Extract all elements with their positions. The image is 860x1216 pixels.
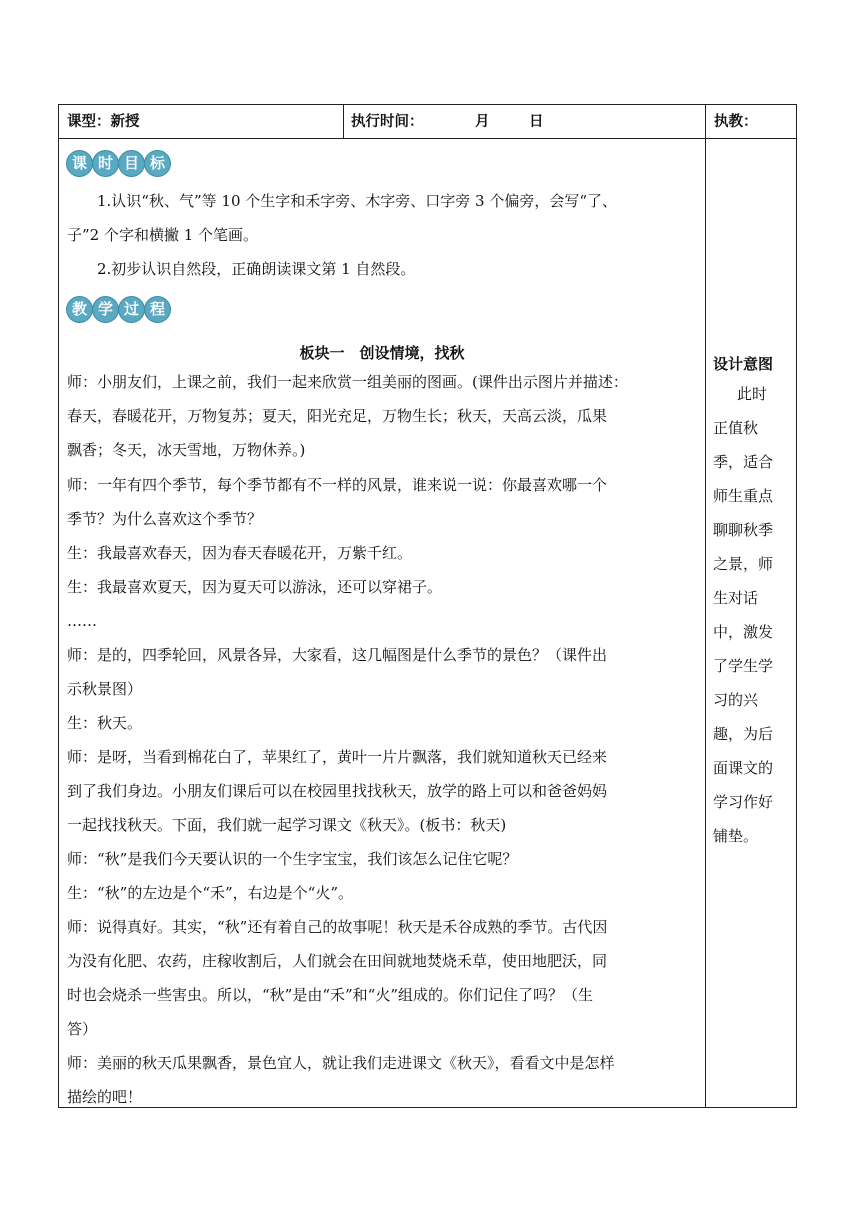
design-intent-line: 之景，师 <box>713 555 774 573</box>
process-line: 师：说得真好。其实，“秋”还有着自己的故事呢！秋天是禾谷成熟的季节。古代因 <box>67 918 608 936</box>
process-line: 示秋景图） <box>67 680 143 698</box>
objective-line: 子”2 个字和横撇 1 个笔画。 <box>67 226 259 244</box>
design-intent-line: 学习作好 <box>713 793 774 811</box>
process-line: 季节？为什么喜欢这个季节？ <box>67 510 263 528</box>
design-intent-line: 师生重点 <box>713 487 774 505</box>
process-line: 生：我最喜欢春天，因为春天春暖花开，万紫千红。 <box>67 544 413 562</box>
design-intent-line: 季，适合 <box>713 453 774 471</box>
process-badge: 教 学 过 程 <box>67 297 170 322</box>
design-intent-column <box>705 139 798 1107</box>
process-line: 为没有化肥、农药，庄稼收割后，人们就会在田间就地焚烧禾草，使田地肥沃，同 <box>67 952 608 970</box>
objective-line: 1.认识“秋、气”等 10 个生字和禾字旁、木字旁、口字旁 3 个偏旁，会写“了、 <box>97 192 618 210</box>
objective-line: 2.初步认识自然段，正确朗读课文第 1 自然段。 <box>97 260 416 278</box>
process-line: 师：是的，四季轮回，风景各异，大家看，这几幅图是什么季节的景色？（课件出 <box>67 646 608 664</box>
process-line: 到了我们身边。小朋友们课后可以在校园里找找秋天，放学的路上可以和爸爸妈妈 <box>67 782 608 800</box>
design-intent-line: 正值秋 <box>713 419 759 437</box>
process-line: 一起找找秋天。下面，我们就一起学习课文《秋天》。(板书：秋天) <box>67 816 507 834</box>
design-intent-line: 趣，为后 <box>713 725 774 743</box>
process-line: 飘香；冬天，冰天雪地，万物休养。) <box>67 441 306 459</box>
design-intent-title: 设计意图 <box>713 355 774 373</box>
process-line: 答） <box>67 1020 98 1038</box>
teacher-label: 执教： <box>714 114 758 130</box>
day-label: 日 <box>529 114 544 130</box>
design-intent-line: 面课文的 <box>713 759 774 777</box>
design-intent-line: 生对话 <box>713 589 759 607</box>
execution-time-label: 执行时间： <box>351 114 424 130</box>
process-line: 师：“秋”是我们今天要认识的一个生字宝宝，我们该怎么记住它呢？ <box>67 850 518 868</box>
lesson-plan-table <box>58 104 797 1108</box>
process-line: 师：小朋友们，上课之前，我们一起来欣赏一组美丽的图画。(课件出示图片并描述： <box>67 373 628 391</box>
process-line: 师：是呀，当看到棉花白了，苹果红了，黄叶一片片飘落，我们就知道秋天已经来 <box>67 748 608 766</box>
main-content <box>59 139 705 1107</box>
process-line: 春天，春暖花开，万物复苏；夏天，阳光充足，万物生长；秋天，天高云淡，瓜果 <box>67 407 608 425</box>
header-divider <box>343 105 344 139</box>
process-line: 生：“秋”的左边是个“禾”，右边是个“火”。 <box>67 884 354 902</box>
design-intent-line: 聊聊秋季 <box>713 521 774 539</box>
lesson-type-label: 课型：新授 <box>67 114 140 130</box>
process-line: 描绘的吧！ <box>67 1088 143 1106</box>
process-line: 生：秋天。 <box>67 714 143 732</box>
process-line: 时也会烧杀一些害虫。所以，“秋”是由“禾”和“火”组成的。你们记住了吗？（生 <box>67 986 594 1004</box>
process-line: 生：我最喜欢夏天，因为夏天可以游泳，还可以穿裙子。 <box>67 578 443 596</box>
objectives-badge: 课 时 目 标 <box>67 151 170 176</box>
header-row <box>59 105 796 139</box>
process-line: 师：一年有四个季节，每个季节都有不一样的风景，谁来说一说：你最喜欢哪一个 <box>67 476 608 494</box>
header-divider <box>705 105 706 139</box>
process-line: …… <box>67 612 97 630</box>
month-label: 月 <box>475 114 490 130</box>
design-intent-line: 此时 <box>737 385 768 403</box>
design-intent-line: 了学生学 <box>713 657 774 675</box>
design-intent-line: 铺垫。 <box>713 827 759 845</box>
process-line: 师：美丽的秋天瓜果飘香，景色宜人，就让我们走进课文《秋天》，看看文中是怎样 <box>67 1054 615 1072</box>
section-title: 板块一 创设情境，找秋 <box>299 344 465 362</box>
design-intent-line: 中，激发 <box>713 623 774 641</box>
design-intent-line: 习的兴 <box>713 691 759 709</box>
